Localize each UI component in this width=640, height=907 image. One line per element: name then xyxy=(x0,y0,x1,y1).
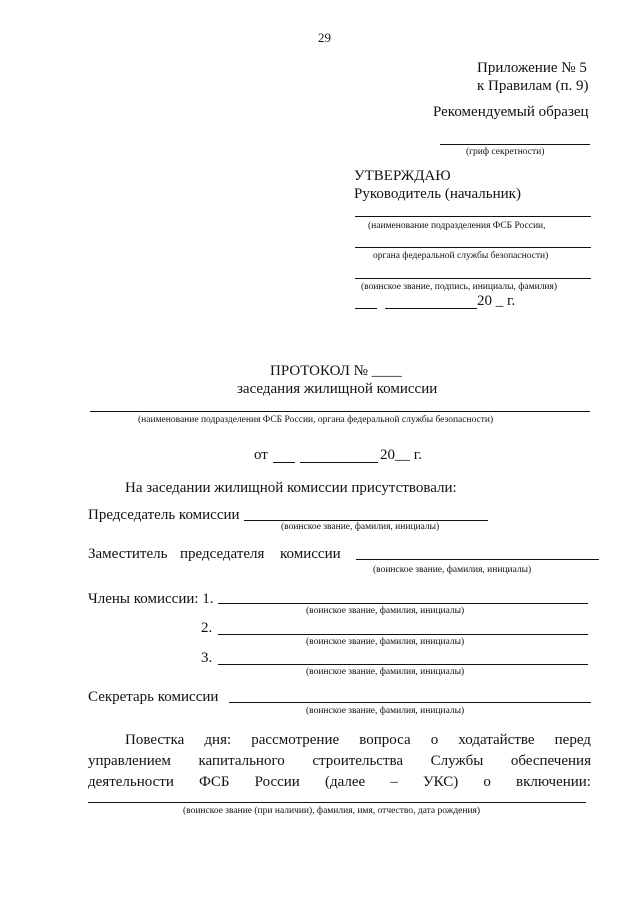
unit-line xyxy=(355,216,591,217)
date-year: 20__ г. xyxy=(380,447,422,463)
protocol-unit-line xyxy=(90,411,590,412)
appendix-rules-ref: к Правилам (п. 9) xyxy=(477,78,589,94)
member2-caption: (воинское звание, фамилия, инициалы) xyxy=(306,637,465,647)
recommended-sample: Рекомендуемый образец xyxy=(433,104,589,120)
member3-label: 3. xyxy=(201,650,213,666)
agenda-word: вопроса xyxy=(359,732,411,748)
deputy-caption: (воинское звание, фамилия, инициалы) xyxy=(373,565,532,575)
agenda-word: (далее xyxy=(324,774,366,790)
candidate-caption: (воинское звание (при наличии), фамилия, имя, отчество, дата рождения) xyxy=(183,806,481,816)
agenda-word: строительства xyxy=(312,753,404,769)
agenda-word: о xyxy=(430,732,439,748)
agenda-word: дня: xyxy=(204,732,232,748)
secretary-line xyxy=(229,702,591,703)
member2-label: 2. xyxy=(201,620,213,636)
rank-caption: (воинское звание, подпись, инициалы, фамилия) xyxy=(361,282,558,292)
agenda-word: деятельности xyxy=(88,774,174,790)
agenda-line-2 xyxy=(88,753,591,770)
candidate-line xyxy=(88,802,586,803)
agenda-word: управлением xyxy=(88,753,171,769)
member1-line xyxy=(218,603,588,604)
agenda-word: ходатайстве xyxy=(458,732,535,748)
deputy-word-1: Заместитель xyxy=(88,546,168,562)
date-prefix: от xyxy=(254,447,268,463)
member1-caption: (воинское звание, фамилия, инициалы) xyxy=(306,606,465,616)
agenda-line-3 xyxy=(88,774,591,791)
date-day-blank xyxy=(273,462,295,463)
approve-heading: УТВЕРЖДАЮ xyxy=(354,168,451,184)
month-blank xyxy=(385,308,477,309)
unit-caption: (наименование подразделения ФСБ России, xyxy=(368,221,546,231)
day-blank xyxy=(355,308,377,309)
agenda-word: о xyxy=(483,774,491,790)
deputy-word-2: председателя xyxy=(180,546,265,562)
member3-caption: (воинское звание, фамилия, инициалы) xyxy=(306,667,465,677)
approval-year: 20 _ г. xyxy=(477,293,516,309)
agenda-word: – xyxy=(390,774,398,790)
chairman-caption: (воинское звание, фамилия, инициалы) xyxy=(281,522,440,532)
agenda-word: включении: xyxy=(516,774,591,790)
secretary-caption: (воинское звание, фамилия, инициалы) xyxy=(306,706,465,716)
secretary-label: Секретарь комиссии xyxy=(88,689,219,705)
agenda-word: капитального xyxy=(198,753,285,769)
secrecy-line xyxy=(440,144,590,145)
agenda-word: ФСБ xyxy=(199,774,230,790)
agenda-word: Службы xyxy=(430,753,484,769)
agenda-word: перед xyxy=(554,732,591,748)
chairman-label: Председатель комиссии xyxy=(88,507,240,523)
members-label: Члены комиссии: 1. xyxy=(88,591,214,607)
agenda-word: Повестка xyxy=(125,732,185,748)
date-month-blank xyxy=(300,462,378,463)
appendix-number: Приложение № 5 xyxy=(477,60,587,76)
agenda-word: УКС) xyxy=(422,774,459,790)
secrecy-caption: (гриф секретности) xyxy=(466,147,545,157)
agenda-word: рассмотрение xyxy=(251,732,340,748)
protocol-unit-caption: (наименование подразделения ФСБ России, органа федеральной службы безопасности) xyxy=(138,415,494,425)
page-number: 29 xyxy=(318,30,331,45)
protocol-title: ПРОТОКОЛ № ____ xyxy=(270,363,402,379)
organ-caption: органа федеральной службы безопасности) xyxy=(373,251,549,261)
deputy-line xyxy=(356,559,599,560)
protocol-subtitle: заседания жилищной комиссии xyxy=(237,381,438,397)
agenda-word: России xyxy=(254,774,300,790)
member3-line xyxy=(218,664,588,665)
deputy-word-3: комиссии xyxy=(280,546,341,562)
member2-line xyxy=(218,634,588,635)
head-title: Руководитель (начальник) xyxy=(354,186,521,202)
rank-line xyxy=(355,278,591,279)
chairman-line xyxy=(244,520,488,521)
agenda-line-1 xyxy=(125,732,591,749)
attendees-intro: На заседании жилищной комиссии присутствовали: xyxy=(125,480,457,496)
agenda-word: обеспечения xyxy=(510,753,591,769)
organ-line xyxy=(355,247,591,248)
